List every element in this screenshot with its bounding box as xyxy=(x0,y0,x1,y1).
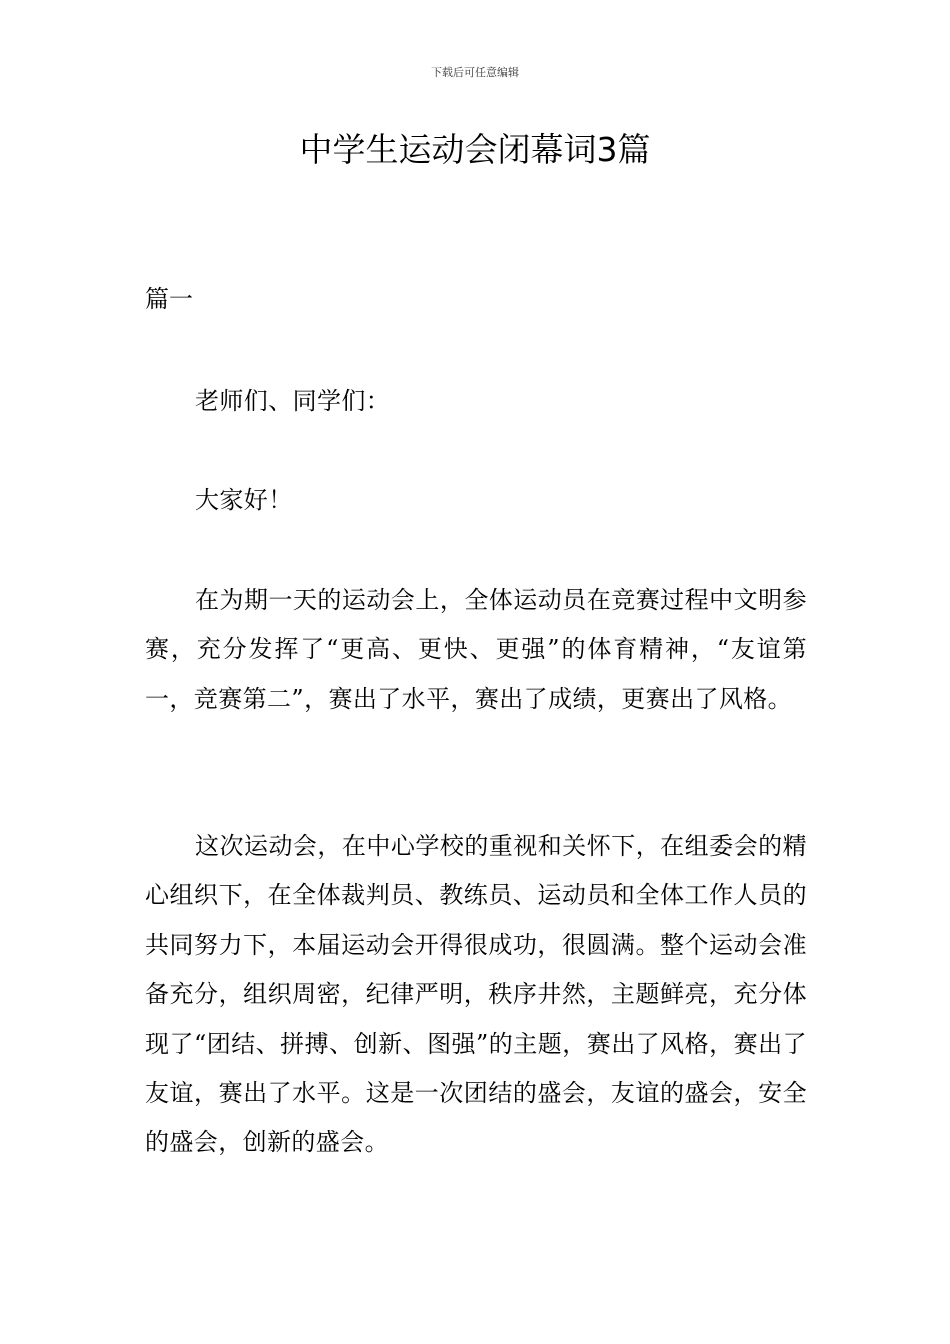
header-note: 下载后可任意编辑 xyxy=(431,66,519,79)
section-heading: 篇一 xyxy=(145,285,193,313)
paragraph-hello: 大家好！ xyxy=(195,486,293,514)
paragraph-body-2: 这次运动会，在中心学校的重视和关怀下，在组委会的精心组织下，在全体裁判员、教练员、运动员和全体工作人员的共同努力下，本届运动会开得很成功，很圆满。整个运动会准备充分，组织周密，纪律严明，秩序井然，主题鲜亮，充分体现了“团结、拼搏、创新、图强”的主题，赛出了风格，赛出了友谊，赛出了水平。这是一次团结的盛会，友谊的盛会，安全的盛会，创新的盛会。 xyxy=(145,832,807,1157)
paragraph-body-1: 在为期一天的运动会上，全体运动员在竞赛过程中文明参赛，充分发挥了“更高、更快、更强”的体育精神，“友谊第一，竞赛第二”，赛出了水平，赛出了成绩，更赛出了风格。 xyxy=(145,586,807,713)
document-title: 中学生运动会闭幕词3篇 xyxy=(299,130,651,169)
paragraph-greeting: 老师们、同学们： xyxy=(195,387,391,415)
